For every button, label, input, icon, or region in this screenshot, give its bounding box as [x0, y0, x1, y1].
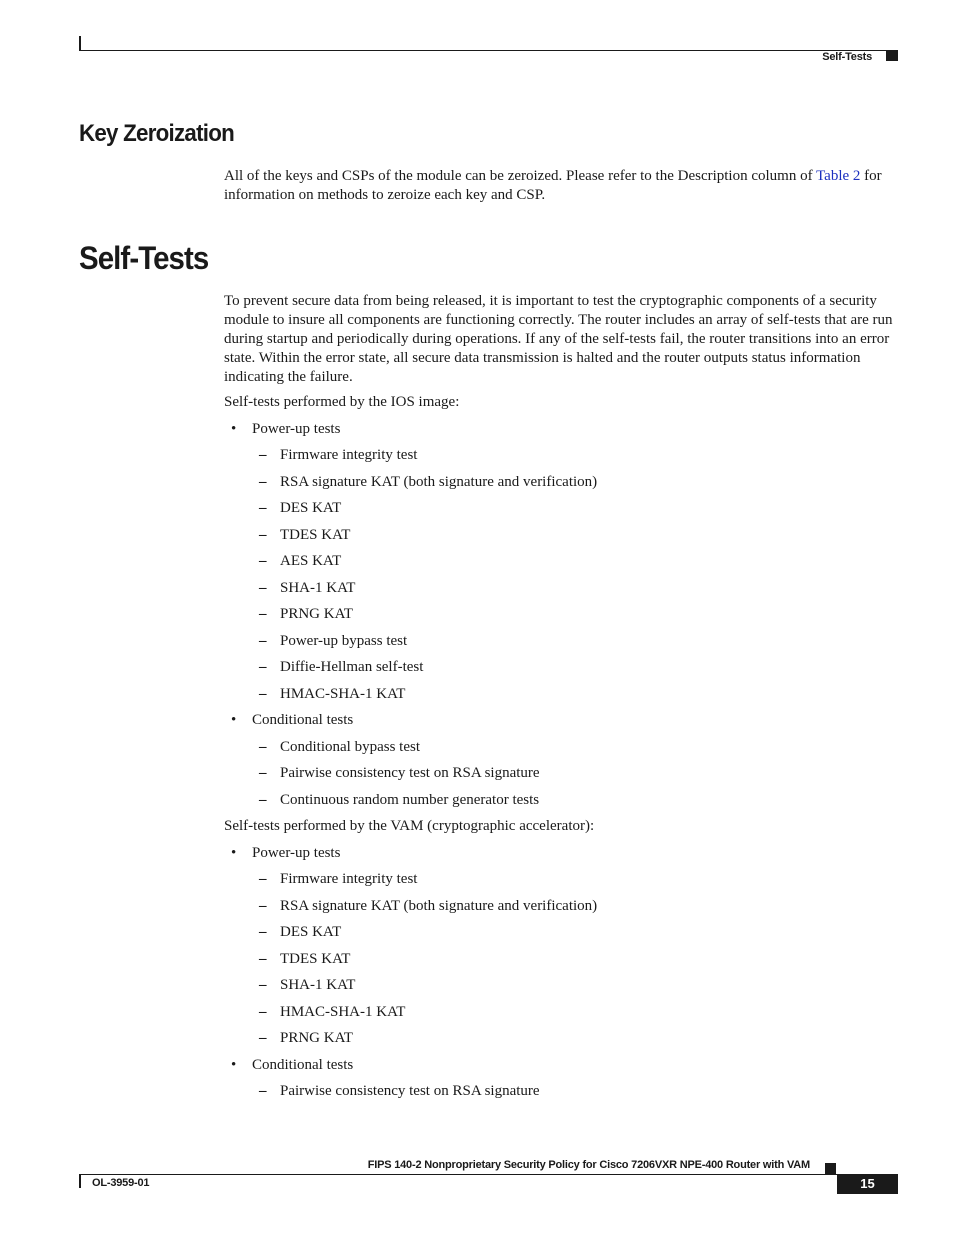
paragraph-text: All of the keys and CSPs of the module can be zeroized. Please refer to the Description column of [224, 168, 817, 184]
vam-test-item: PRNG KAT [280, 1030, 353, 1046]
ios-test-item: Diffie-Hellman self-test [280, 659, 424, 675]
dash-marker: – [259, 977, 267, 993]
footer-document-number: OL-3959-01 [92, 1177, 150, 1189]
ios-group-label: Conditional tests [252, 712, 354, 728]
vam-test-item: TDES KAT [280, 950, 351, 967]
page-number: 15 [837, 1174, 898, 1194]
paragraph-text: for information on methods to zeroize each key and CSP. [224, 168, 882, 203]
vam-self-tests-intro: Self-tests performed by the VAM (cryptographic accelerator): [224, 818, 595, 834]
dash-marker: – [259, 447, 267, 463]
dash-marker: – [259, 606, 267, 622]
dash-marker: – [259, 473, 267, 490]
ios-test-item: Conditional bypass test [280, 738, 420, 755]
dash-marker: – [259, 685, 267, 702]
key-zeroization-heading: Key Zeroization [79, 120, 235, 147]
ios-test-item: RSA signature KAT (both signature and verification) [280, 473, 598, 490]
ios-test-item: Continuous random number generator tests [280, 791, 540, 808]
self-tests-intro-paragraph: To prevent secure data from being released, it is important to test the cryptographic components of a security module to insure all components are functioning correctly. The router includes an array of self-tests that are run during startup and periodically during operations. If any of the self-tests fail, the router transitions into an error state. Within the error state, all secure data transmission is halted and the router outputs status information indicating the failure. [224, 293, 893, 385]
footer-rule [79, 1174, 837, 1175]
header-block-mark [886, 50, 898, 61]
vam-test-item: HMAC-SHA-1 KAT [280, 1003, 406, 1020]
dash-marker: – [259, 765, 267, 781]
ios-test-item: Firmware integrity test [280, 447, 418, 463]
running-header-title: Self-Tests [822, 51, 872, 63]
dash-marker: – [259, 500, 267, 516]
ios-test-item: DES KAT [280, 500, 342, 516]
dash-marker: – [259, 897, 267, 914]
dash-marker: – [259, 579, 267, 596]
dash-marker: – [259, 659, 267, 675]
table-2-link[interactable]: Table 2 [816, 168, 861, 184]
vam-group-label: Conditional tests [252, 1056, 354, 1073]
ios-group-label: Power-up tests [252, 420, 341, 437]
ios-test-item: TDES KAT [280, 526, 351, 543]
vam-test-item: Pairwise consistency test on RSA signature [280, 1083, 540, 1099]
ios-test-item: Power-up bypass test [280, 632, 408, 649]
bullet-marker: • [231, 712, 237, 728]
dash-marker: – [259, 1030, 267, 1046]
vam-test-item: Firmware integrity test [280, 871, 418, 887]
ios-test-item: HMAC-SHA-1 KAT [280, 685, 406, 702]
footer-block-mark [825, 1163, 836, 1174]
dash-marker: – [259, 632, 267, 649]
dash-marker: – [259, 871, 267, 887]
ios-test-item: PRNG KAT [280, 606, 353, 622]
self-tests-heading: Self-Tests [79, 240, 209, 276]
ios-test-item: SHA-1 KAT [280, 579, 356, 596]
footer-document-title: FIPS 140-2 Nonproprietary Security Policy for Cisco 7206VXR NPE-400 Router with VAM [367, 1159, 810, 1171]
vam-group-label: Power-up tests [252, 844, 341, 861]
dash-marker: – [259, 1083, 267, 1099]
vam-test-item: SHA-1 KAT [280, 977, 356, 993]
key-zeroization-paragraph [224, 167, 896, 205]
ios-test-item: AES KAT [280, 553, 342, 569]
dash-marker: – [259, 1003, 267, 1020]
dash-marker: – [259, 526, 267, 543]
ios-test-item: Pairwise consistency test on RSA signature [280, 765, 540, 781]
header-rule [79, 50, 898, 51]
header-corner-mark [79, 36, 81, 50]
bullet-marker: • [231, 844, 237, 861]
dash-marker: – [259, 738, 267, 755]
dash-marker: – [259, 950, 267, 967]
footer-corner-mark [79, 1174, 81, 1188]
vam-test-item: RSA signature KAT (both signature and verification) [280, 897, 598, 914]
bullet-marker: • [231, 420, 237, 437]
vam-test-item: DES KAT [280, 924, 342, 940]
ios-self-tests-intro: Self-tests performed by the IOS image: [224, 394, 460, 410]
dash-marker: – [259, 553, 267, 569]
bullet-marker: • [231, 1056, 237, 1073]
dash-marker: – [259, 791, 267, 808]
dash-marker: – [259, 924, 267, 940]
